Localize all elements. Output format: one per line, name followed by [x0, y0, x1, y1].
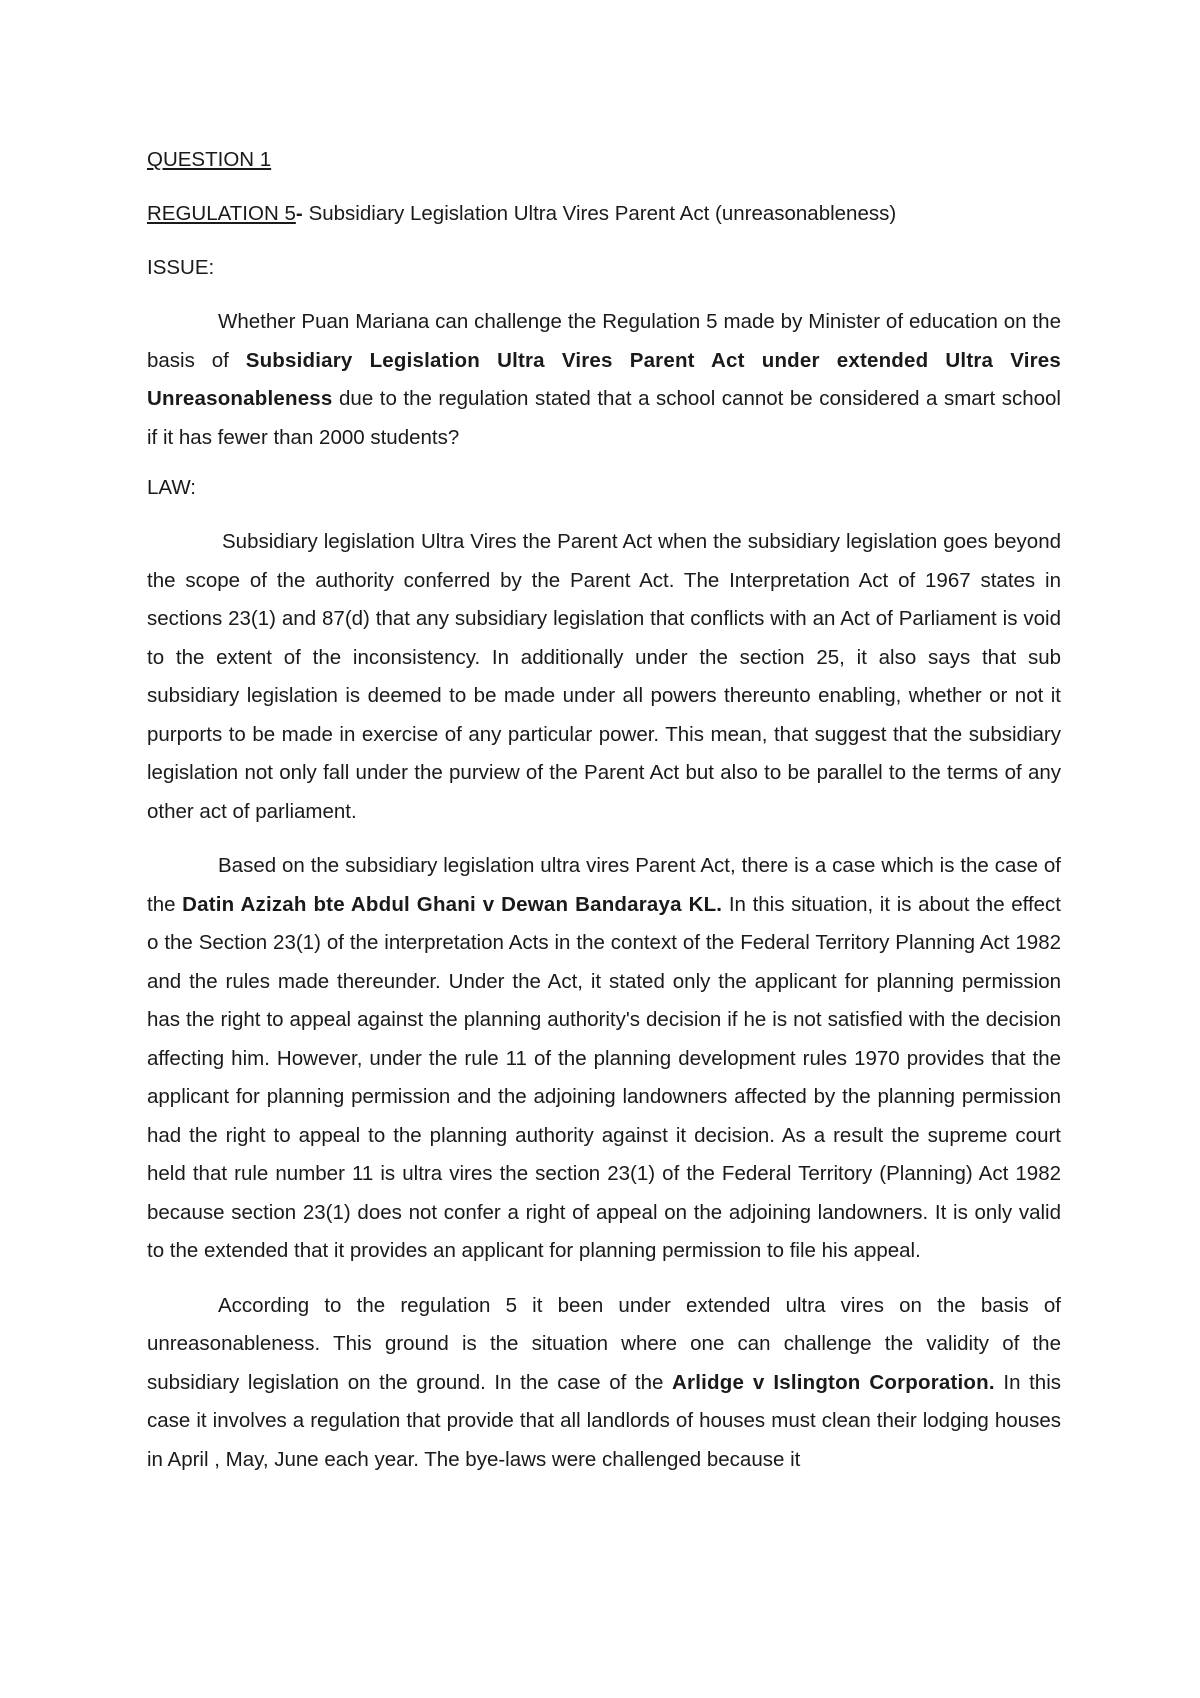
regulation-case-name: Arlidge v Islington Corporation. [672, 1370, 995, 1394]
issue-bold-text: Subsidiary Legislation Ultra Vires Parent Act under extended Ultra Vires Unreasonableness [147, 348, 1061, 410]
regulation-para-text-2: In this case it involves a regulation that provide that all landlords of houses must clean their lodging houses in April , May, June each year. The bye-laws were challenged because it [147, 1370, 1062, 1471]
regulation-dash: - [295, 202, 303, 225]
law-label: LAW: [147, 476, 196, 499]
question-title-text: QUESTION 1 [147, 148, 272, 171]
issue-label: ISSUE: [147, 256, 215, 279]
question-title [147, 145, 1061, 175]
case-text-2: In this situation, it is about the effect o the Section 23(1) of the interpretation Acts in the context of the Federal Territory Planning Act 1982 and the rules made thereunder. Under the Act, it stated only the applicant for planning permission has the right to appeal against the planning authority's decision if he is not satisfied with the decision affecting him. However, under the rule 11 of the planning development rules 1970 provides that the applicant for planning permission and the adjoining landowners affected by the planning permission had the right to appeal to the planning authority against it decision. As a result the supreme court held that rule number 11 is ultra vires the section 23(1) of the Federal Territory (Planning) Act 1982 because section 23(1) does not confer a right of appeal on the adjoining landowners. It is only valid to the extended that it provides an applicant for planning permission to file his appeal. [147, 892, 1062, 1262]
regulation-paragraph [147, 1287, 1061, 1480]
issue-text-2: due to the regulation stated that a school cannot be considered a smart school if it has fewer than 2000 students? [147, 387, 1061, 449]
issue-text-1: Whether Puan Mariana can challenge the Regulation 5 made by Minister of education on the basis of [147, 310, 1061, 372]
regulation-heading [147, 199, 1061, 229]
case-name: Datin Azizah bte Abdul Ghani v Dewan Bandaraya KL. [182, 892, 723, 916]
regulation-para-text-1: According to the regulation 5 it been under extended ultra vires on the basis of unreasonableness. This ground is the situation where one can challenge the validity of the subsidiary legislation on the ground. In the case of the [147, 1293, 1061, 1394]
issue-paragraph [147, 303, 1061, 457]
case-paragraph [147, 847, 1061, 1271]
regulation-text: Subsidiary Legislation Ultra Vires Parent Act (unreasonableness) [302, 202, 897, 225]
law-paragraph: Subsidiary legislation Ultra Vires the Parent Act when the subsidiary legislation goes beyond the scope of the authority conferred by the Parent Act. The Interpretation Act of 1967 states in sections 23(1) and 87(d) that any subsidiary legislation that conflicts with an Act of Parliament is void to the extent of the inconsistency. In additionally under the section 25, it also says that sub subsidiary legislation is deemed to be made under all powers thereunto enabling, whether or not it purports to be made in exercise of any particular power. This mean, that suggest that the subsidiary legislation not only fall under the purview of the Parent Act but also to be parallel to the terms of any other act of parliament. [147, 530, 1061, 823]
document-content [147, 145, 1061, 1495]
regulation-label: REGULATION 5 [147, 202, 296, 225]
case-text-1: Based on the subsidiary legislation ultra vires Parent Act, there is a case which is the case of the [147, 854, 1061, 916]
